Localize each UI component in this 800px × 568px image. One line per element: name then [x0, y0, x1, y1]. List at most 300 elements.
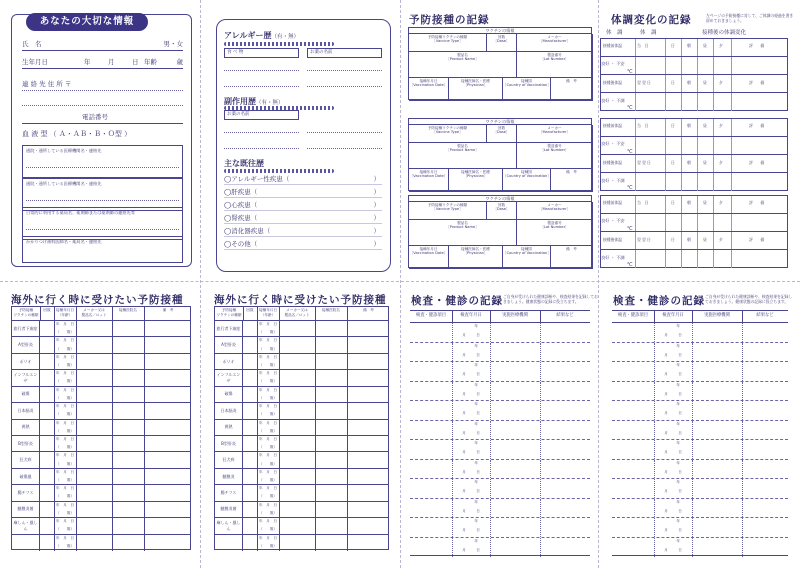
- allergy-drug-line[interactable]: [307, 70, 382, 71]
- vaccine-type-cell[interactable]: 予防接種ワクチンの種類 ［Vaccine Type］: [409, 34, 487, 52]
- age-paren: （ 歳）: [56, 379, 74, 384]
- lot-cell[interactable]: 製造番号 ［Lot Number］: [517, 220, 593, 246]
- abroad-header: [12, 307, 190, 321]
- vaccine-type-cell[interactable]: 予防接種ワクチンの種類 ［Vaccine Type］: [409, 125, 487, 143]
- grid-line: [713, 119, 714, 136]
- noon-label: 昼: [703, 200, 707, 205]
- grid-line: [713, 250, 714, 268]
- grid-line: [490, 538, 491, 558]
- evening-label: 夕: [719, 123, 723, 128]
- month-unit: 月: [664, 372, 668, 376]
- grid-line: [635, 232, 636, 249]
- grid-line: [279, 337, 280, 352]
- age-paren: （ 歳）: [56, 543, 74, 548]
- remarks-cell[interactable]: 備 考: [551, 246, 593, 269]
- day-label: 日: [671, 237, 675, 242]
- evening-label: 夕: [719, 43, 723, 48]
- grid-line: [452, 538, 453, 558]
- celsius-unit: ℃: [627, 226, 633, 232]
- vaccine-row[interactable]: [12, 535, 190, 551]
- grid-line: [697, 39, 698, 56]
- day-unit: 日: [476, 528, 480, 532]
- abroad-header-cell: メーカー又は 製品名／ロット: [81, 308, 107, 317]
- dentist-box[interactable]: [22, 236, 183, 263]
- grid-line: [665, 232, 666, 249]
- grid-line: [315, 354, 316, 369]
- grid-line: [347, 436, 348, 451]
- box-label: 通院・通所している医療機関名・連絡先: [26, 148, 102, 153]
- vaccine-row[interactable]: [12, 420, 190, 436]
- grid-line: [665, 173, 666, 191]
- country-cell[interactable]: 接種国 ［Country of Vaccination］: [503, 78, 551, 101]
- grid-line: [681, 137, 682, 154]
- checkup-row[interactable]: [410, 538, 590, 558]
- product-cell[interactable]: 製品名 ［Product Name］: [409, 143, 517, 169]
- day-unit: 日: [678, 352, 682, 357]
- abroad-table-right: [214, 306, 389, 550]
- vaccine-row[interactable]: [215, 502, 388, 518]
- vaccine-row[interactable]: [12, 370, 190, 386]
- age-paren: （ 歳）: [259, 428, 277, 433]
- checkup-row[interactable]: [612, 343, 788, 363]
- day-unit: 日: [678, 489, 682, 493]
- vaccine-row[interactable]: [12, 354, 190, 370]
- country-cell[interactable]: 接種国 ［Country of Vaccination］: [503, 169, 551, 192]
- box-label: 通院・通所している医療機関名・連絡先: [26, 181, 102, 186]
- temp-after-label: 接種後体温: [603, 160, 622, 165]
- day-unit: 日: [678, 372, 682, 376]
- checkup-row[interactable]: [410, 382, 590, 402]
- month-unit: 月: [462, 352, 466, 357]
- vaccine-row[interactable]: [12, 518, 190, 534]
- grid-line: [697, 196, 698, 213]
- vaccine-row[interactable]: [12, 436, 190, 452]
- vaccine-row[interactable]: [12, 403, 190, 419]
- date-ymd: 年 月 日: [56, 338, 74, 343]
- name-row[interactable]: [22, 37, 183, 51]
- vaccine-row[interactable]: [215, 469, 388, 485]
- good-bad-option[interactable]: 良好 ・ 不安: [601, 141, 625, 146]
- grid-line: [681, 39, 682, 56]
- checkup-row[interactable]: [410, 343, 590, 363]
- contact-row[interactable]: [22, 77, 183, 91]
- disease-row[interactable]: ◯消化器疾患（ ）: [224, 227, 380, 235]
- vaccine-name: B型肝炎: [215, 436, 243, 451]
- country-cell[interactable]: 接種国 ［Country of Vaccination］: [503, 246, 551, 269]
- abroad-header-cell: 接種医院名: [119, 308, 137, 312]
- condition-col: 体 調: [606, 30, 623, 36]
- date-ymd: 年 月 日: [56, 519, 74, 524]
- grid-line: [279, 370, 280, 385]
- grid-line: [692, 460, 693, 479]
- evening-label: 夕: [719, 160, 723, 165]
- grid-line: [279, 502, 280, 517]
- vaccine-row[interactable]: [12, 485, 190, 501]
- contact-line[interactable]: [22, 105, 183, 106]
- grid-line: [681, 232, 682, 249]
- grid-line: [665, 39, 666, 56]
- grid-line: [490, 421, 491, 440]
- checkup-row[interactable]: [410, 518, 590, 538]
- remarks-cell[interactable]: 備 考: [551, 78, 593, 101]
- grid-line: [112, 387, 113, 402]
- grid-line: [347, 518, 348, 533]
- date-ymd: 年 月 日: [56, 387, 74, 392]
- grid-line: [347, 387, 348, 402]
- grid-line: [654, 401, 655, 420]
- physician-cell[interactable]: 接種医師名・医療 ［Physician］: [449, 246, 503, 269]
- disease-row[interactable]: ◯アレルギー性疾患（ ）: [224, 175, 380, 183]
- grid-line: [347, 469, 348, 484]
- food-tag: 食 べ 物: [224, 48, 299, 58]
- temp-after-label: 接種後体温: [603, 237, 622, 242]
- abroad-header-cell: 備 考: [162, 308, 174, 312]
- checkup-row[interactable]: [612, 460, 788, 480]
- medical-institution-box[interactable]: [22, 145, 183, 178]
- vaccine-row[interactable]: [215, 370, 388, 386]
- abroad-header-cell: 接種医院名: [322, 308, 340, 312]
- month-unit: 月: [462, 333, 466, 337]
- grid-line: [347, 403, 348, 418]
- age-paren: （ 歳）: [56, 428, 74, 433]
- grid-line: [731, 57, 732, 74]
- grid-line: [692, 518, 693, 537]
- checkup-row[interactable]: [612, 421, 788, 441]
- dose-cell[interactable]: 回数 ［Dose］: [487, 202, 517, 220]
- grid-line: [347, 535, 348, 551]
- month-unit: 月: [664, 489, 668, 493]
- grid-line: [315, 337, 316, 352]
- grid-line: [713, 57, 714, 74]
- age-paren: （ 歳）: [56, 461, 74, 466]
- grid-line: [713, 173, 714, 191]
- vaccine-row[interactable]: [215, 337, 388, 353]
- checkup-row[interactable]: [410, 421, 590, 441]
- side-effect-line[interactable]: [224, 148, 299, 149]
- abroad-header-cell: 回数: [246, 308, 254, 312]
- age-paren: （ 歳）: [56, 445, 74, 450]
- grid-line: [742, 382, 743, 401]
- checkup-row[interactable]: [612, 479, 788, 499]
- side-effect-heading: 副作用歴（有・無）: [224, 97, 284, 106]
- day-label: 日: [671, 43, 675, 48]
- vaccine-name: 狂犬病: [215, 452, 243, 467]
- age-paren: （ 歳）: [259, 478, 277, 483]
- month-unit: 月: [664, 411, 668, 415]
- allergy-drug-line[interactable]: [307, 86, 382, 87]
- age-paren: （ 歳）: [259, 363, 277, 368]
- vaccine-name: 狂犬病: [12, 452, 40, 467]
- good-bad-option[interactable]: 良好 ・ 不調: [601, 98, 625, 103]
- grid-line: [76, 321, 77, 336]
- grid-line: [279, 354, 280, 369]
- comment-label: 評 価: [749, 200, 765, 205]
- grid-line: [731, 173, 732, 191]
- grid-line: [665, 137, 666, 154]
- date-ymd: 年 月 日: [56, 437, 74, 441]
- vaccine-name: 麻しん・風しん: [12, 518, 40, 533]
- disease-row[interactable]: ◯心疾患（ ）: [224, 201, 380, 209]
- vaccine-row[interactable]: [215, 354, 388, 370]
- day-unit: 日: [678, 391, 682, 396]
- grid-line: [681, 119, 682, 136]
- grid-line: [742, 362, 743, 381]
- physician-cell[interactable]: 接種医師名・医療 ［Physician］: [449, 169, 503, 192]
- vaccine-row[interactable]: [12, 337, 190, 353]
- day-unit: 日: [476, 430, 480, 435]
- grid-line: [452, 401, 453, 420]
- allergy-heading: アレルギー歴（有・無）: [224, 31, 299, 40]
- vaccine-name: 黄熱: [12, 420, 40, 435]
- dose-cell[interactable]: 回数 ［Dose］: [487, 34, 517, 52]
- grid-line: [692, 362, 693, 381]
- good-bad-option[interactable]: 良好 ・ 不調: [601, 255, 625, 260]
- change-col: 接種後の体調変化: [702, 30, 747, 36]
- age-paren: （ 歳）: [56, 527, 74, 532]
- grid-line: [742, 421, 743, 440]
- vaccine-row[interactable]: [215, 403, 388, 419]
- day-label: 日: [671, 123, 675, 128]
- grid-line: [112, 502, 113, 517]
- day-unit: 日: [476, 547, 480, 552]
- grid-line: [279, 387, 280, 402]
- age-paren: （ 歳）: [259, 510, 277, 515]
- date-ymd: 年 月 日: [56, 453, 74, 458]
- checkup-row[interactable]: [410, 479, 590, 499]
- year-unit: 年: [676, 363, 680, 367]
- grid-line: [315, 452, 316, 467]
- grid-line: [112, 403, 113, 418]
- vaccine-name: 麻しん・風しん: [215, 518, 243, 533]
- grid-line: [315, 370, 316, 385]
- vaccine-row[interactable]: [12, 469, 190, 485]
- year-unit: 年: [676, 343, 680, 348]
- grid-line: [713, 75, 714, 92]
- abroad-header-cell: 回数: [43, 308, 51, 312]
- checkup-row[interactable]: [612, 440, 788, 460]
- grid-line: [315, 469, 316, 484]
- vaccine-name: [215, 535, 243, 551]
- month-unit: 月: [664, 547, 668, 552]
- date-cell[interactable]: 接種年月日 ［Vaccination Date］: [409, 78, 449, 101]
- month-unit: 月: [462, 547, 466, 552]
- grid-line: [144, 387, 145, 402]
- vaccine-type-cell[interactable]: 予防接種ワクチンの種類 ［Vaccine Type］: [409, 202, 487, 220]
- blood-row[interactable]: [22, 128, 183, 141]
- heading-underline: [224, 169, 334, 173]
- grid-line: [654, 479, 655, 498]
- date-ymd: 年 月 日: [259, 535, 277, 540]
- checkup-row[interactable]: [410, 499, 590, 519]
- vaccine-row[interactable]: [215, 485, 388, 501]
- maker-cell[interactable]: メーカー ［Manufacturer］: [517, 34, 593, 52]
- checkup-row[interactable]: [410, 362, 590, 382]
- good-bad-option[interactable]: 良好 ・ 不安: [601, 61, 625, 66]
- fold-line: [400, 0, 401, 568]
- disease-row[interactable]: ◯腎疾患（ ）: [224, 214, 380, 222]
- past-illness-heading: 主な既往歴: [224, 159, 264, 168]
- product-cell[interactable]: 製品名 ［Product Name］: [409, 52, 517, 78]
- date-cell[interactable]: 接種年月日 ［Vaccination Date］: [409, 169, 449, 192]
- grid-line: [279, 452, 280, 467]
- month-unit: 月: [664, 333, 668, 337]
- grid-line: [635, 93, 636, 111]
- grid-line: [654, 518, 655, 537]
- month-unit: 月: [664, 391, 668, 396]
- day-unit: 日: [476, 391, 480, 396]
- physician-cell[interactable]: 接種医師名・医療 ［Physician］: [449, 78, 503, 101]
- grid-line: [665, 57, 666, 74]
- grid-line: [76, 387, 77, 402]
- checkup-row[interactable]: [612, 362, 788, 382]
- temp-before-label: 接種前体温: [603, 43, 622, 48]
- disease-row[interactable]: ◯肝疾患（ ）: [224, 188, 380, 196]
- grid-line: [697, 75, 698, 92]
- comment-label: 評 価: [749, 160, 765, 165]
- age-paren: （ 歳）: [56, 346, 74, 351]
- checkup-header-cell: 結果など: [556, 313, 574, 318]
- dose-cell[interactable]: 回数 ［Dose］: [487, 125, 517, 143]
- temp-next-label: 翌 翌 日: [637, 80, 651, 85]
- grid-line: [540, 382, 541, 401]
- grid-line: [665, 196, 666, 213]
- vaccine-row[interactable]: [215, 452, 388, 468]
- age-paren: （ 歳）: [259, 412, 277, 417]
- noon-label: 昼: [703, 160, 707, 165]
- birth-month-unit: 月: [108, 58, 115, 66]
- disease-row[interactable]: ◯その他（ ）: [224, 240, 380, 248]
- product-cell[interactable]: 製品名 ［Product Name］: [409, 220, 517, 246]
- good-bad-option[interactable]: 良好 ・ 不安: [601, 218, 625, 223]
- date-cell[interactable]: 接種年月日 ［Vaccination Date］: [409, 246, 449, 269]
- month-unit: 月: [664, 508, 668, 513]
- grid-line: [490, 323, 491, 342]
- year-unit: 年: [474, 343, 478, 348]
- vaccine-row[interactable]: [215, 387, 388, 403]
- temp-next-label: 翌 翌 日: [637, 237, 651, 242]
- abroad-header-cell: 備 考: [363, 308, 374, 312]
- checkup-row[interactable]: [612, 323, 788, 343]
- remarks-cell[interactable]: 備 考: [551, 169, 593, 192]
- grid-line: [144, 535, 145, 551]
- grid-line: [112, 321, 113, 336]
- grid-line: [144, 403, 145, 418]
- allergy-food-line[interactable]: [224, 86, 299, 87]
- grid-line: [742, 518, 743, 537]
- phone-row[interactable]: [22, 111, 183, 124]
- day-label: 日: [671, 200, 675, 205]
- grid-line: [452, 382, 453, 401]
- checkup-row[interactable]: [612, 499, 788, 519]
- grid-line: [654, 499, 655, 518]
- checkup-row[interactable]: [410, 440, 590, 460]
- age-paren: （ 歳）: [259, 379, 277, 384]
- vaccine-row[interactable]: [12, 452, 190, 468]
- side-effect-line[interactable]: [224, 132, 299, 133]
- phone-label: 電話番号: [82, 113, 108, 121]
- grid-line: [490, 479, 491, 498]
- day-unit: 日: [476, 411, 480, 415]
- grid-line: [540, 499, 541, 518]
- lot-cell[interactable]: 製造番号 ［Lot Number］: [517, 52, 593, 78]
- box-label: かかりつけ歯科医師名・薬局名・連絡先: [26, 239, 102, 244]
- vaccine-row[interactable]: [215, 436, 388, 452]
- vaccine-row[interactable]: [12, 502, 190, 518]
- checkup-row[interactable]: [612, 538, 788, 558]
- grid-line: [540, 343, 541, 362]
- grid-line: [654, 538, 655, 558]
- grid-line: [742, 538, 743, 558]
- checkup-row[interactable]: [410, 323, 590, 343]
- vaccine-row[interactable]: [215, 321, 388, 337]
- grid-line: [692, 421, 693, 440]
- grid-line: [76, 370, 77, 385]
- month-unit: 月: [462, 430, 466, 435]
- vaccine-name: [12, 535, 40, 551]
- checkup-row[interactable]: [612, 382, 788, 402]
- vaccine-row[interactable]: [215, 518, 388, 534]
- grid-line: [144, 518, 145, 533]
- grid-line: [731, 39, 732, 56]
- vaccine-row[interactable]: [12, 387, 190, 403]
- checkup-table-right: [612, 310, 788, 556]
- grid-line: [697, 250, 698, 268]
- grid-line: [692, 401, 693, 420]
- fold-line: [200, 0, 201, 568]
- contact-label: 連 絡 先 住 所 〒: [22, 80, 72, 88]
- good-bad-option[interactable]: 良好 ・ 不調: [601, 178, 625, 183]
- evening-label: 夕: [719, 80, 723, 85]
- side-effect-line[interactable]: [307, 132, 382, 133]
- checkup-row[interactable]: [410, 401, 590, 421]
- maker-cell[interactable]: メーカー ［Manufacturer］: [517, 125, 593, 143]
- side-effect-line[interactable]: [307, 148, 382, 149]
- maker-cell[interactable]: メーカー ［Manufacturer］: [517, 202, 593, 220]
- morning-label: 朝: [687, 43, 691, 48]
- grid-line: [540, 538, 541, 558]
- checkup-row[interactable]: [612, 518, 788, 538]
- grid-line: [144, 370, 145, 385]
- lot-cell[interactable]: 製造番号 ［Lot Number］: [517, 143, 593, 169]
- grid-line: [665, 250, 666, 268]
- grid-line: [731, 75, 732, 92]
- day-unit: 日: [476, 450, 480, 454]
- grid-line: [635, 39, 636, 56]
- grid-line: [654, 382, 655, 401]
- grid-line: [635, 75, 636, 92]
- allergy-food-line[interactable]: [224, 70, 299, 71]
- month-unit: 月: [664, 469, 668, 474]
- date-ymd: 年 月 日: [56, 502, 74, 507]
- vaccine-row[interactable]: [12, 321, 190, 337]
- grid-line: [347, 502, 348, 517]
- grid-line: [692, 479, 693, 498]
- temp-next-label: 翌 翌 日: [637, 160, 651, 165]
- grid-line: [635, 57, 636, 74]
- vaccine-row[interactable]: [215, 535, 388, 551]
- grid-line: [112, 354, 113, 369]
- birth-row[interactable]: [22, 55, 183, 69]
- body-col: 体 調: [640, 30, 657, 36]
- vaccine-row[interactable]: [215, 420, 388, 436]
- personal-info-title: あなたの大切な情報: [26, 13, 148, 31]
- vaccine-name: 髄膜炎: [215, 469, 243, 484]
- comment-label: 評 価: [749, 123, 765, 128]
- checkup-row[interactable]: [410, 460, 590, 480]
- year-unit: 年: [676, 480, 680, 484]
- day-label: 日: [671, 160, 675, 165]
- checkup-row[interactable]: [612, 401, 788, 421]
